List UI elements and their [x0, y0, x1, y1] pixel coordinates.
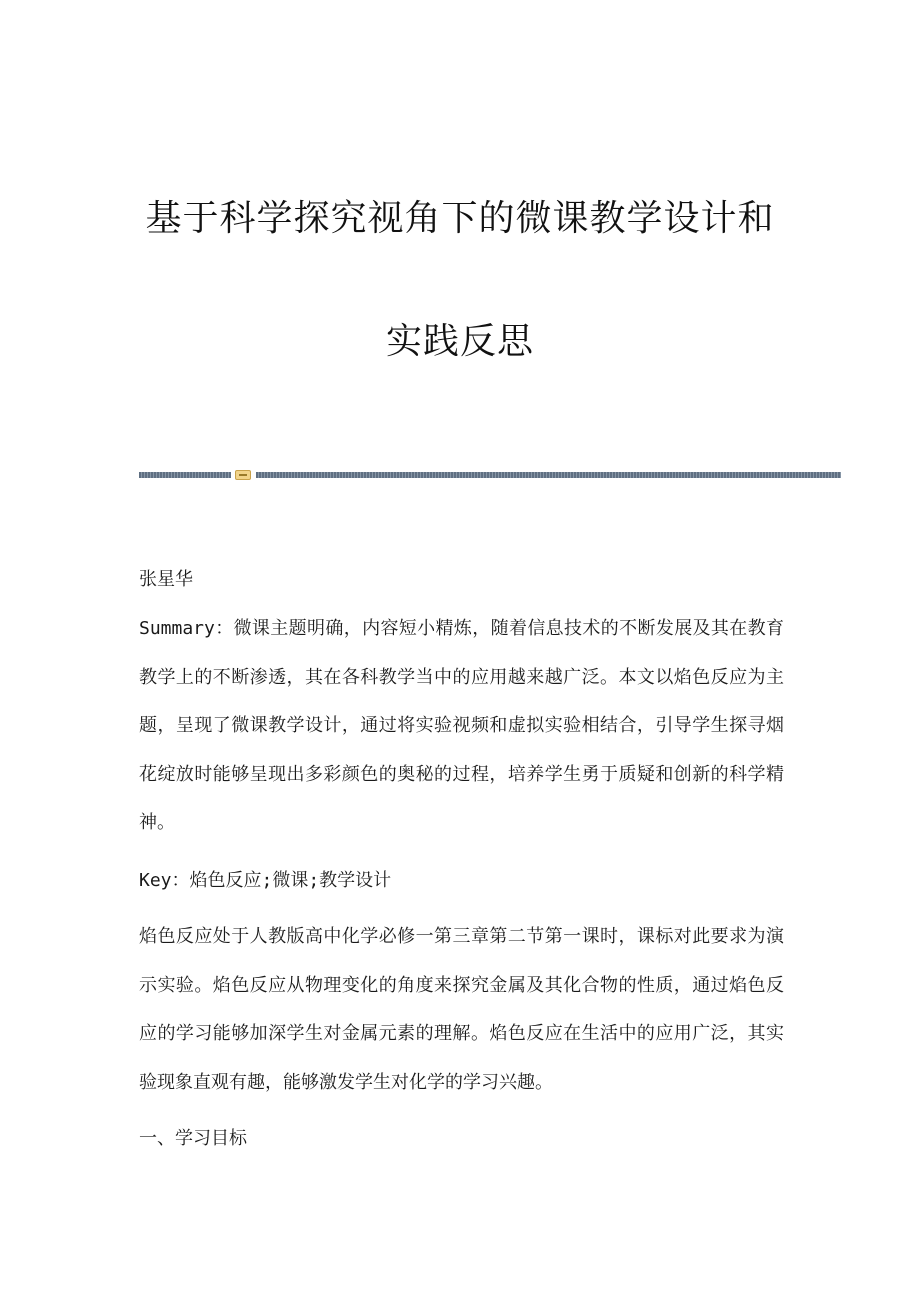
divider-bar-left — [139, 472, 231, 478]
section-heading-learning-goals: 一、学习目标 — [139, 1128, 247, 1149]
intro-paragraph: 焰色反应处于人教版高中化学必修一第三章第二节第一课时，课标对此要求为演示实验。焰色反应从物理变化的角度来探究金属及其化合物的性质，通过焰色反应的学习能够加深学生对金属元素的理解。焰色反应在生活中的应用广泛，其实验现象直观有趣，能够激发学生对化学的学习兴趣。 — [139, 926, 784, 1093]
author-name: 张星华 — [139, 569, 193, 590]
divider-bar-right — [256, 472, 841, 478]
divider-ornament-icon — [235, 470, 251, 480]
document-title-line-1: 基于科学探究视角下的微课教学设计和 — [145, 198, 775, 239]
keywords-line: Key：焰色反应;微课;教学设计 — [139, 870, 392, 891]
summary-paragraph: Summary：微课主题明确，内容短小精炼，随着信息技术的不断发展及其在教育教学上的不断渗透，其在各科教学当中的应用越来越广泛。本文以焰色反应为主题，呈现了微课教学设计，通过将实验视频和虚拟实验相结合，引导学生探寻烟花绽放时能够呈现出多彩颜色的奥秘的过程，培养学生勇于质疑和创新的科学精神。 — [139, 618, 784, 833]
document-title-line-2: 实践反思 — [385, 321, 534, 362]
title-divider — [139, 470, 841, 480]
